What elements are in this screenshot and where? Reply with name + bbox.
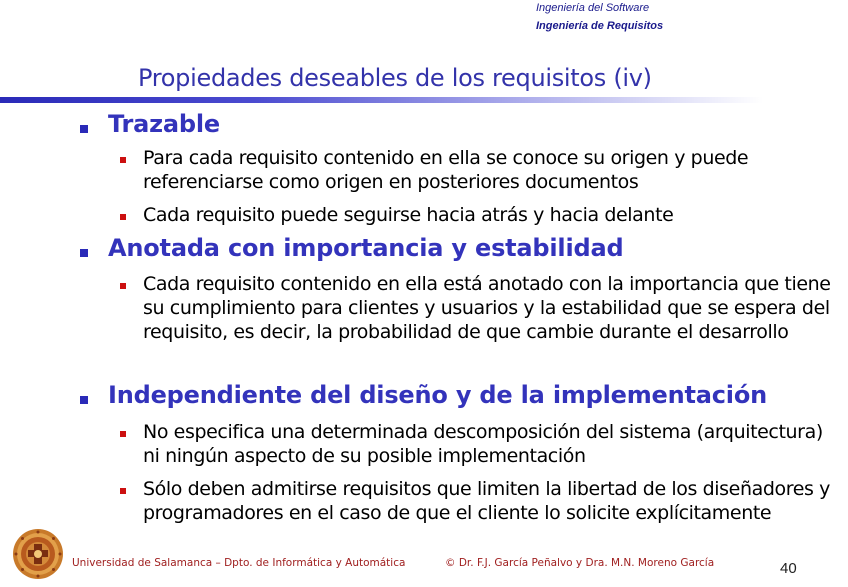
square-bullet-icon bbox=[120, 283, 126, 289]
title-underline bbox=[0, 97, 848, 103]
header-topic: Ingeniería de Requisitos bbox=[536, 20, 664, 32]
square-bullet-icon bbox=[120, 431, 126, 437]
footer-institution: Universidad de Salamanca – Dpto. de Informática y Automática bbox=[72, 557, 406, 569]
list-item-text: Cada requisito contenido en ella está anotado con la importancia que tiene su cumplimiento para clientes y usuarios y la estabilidad que se espera del requisito, es decir, la probabilidad de que cambie durante el desarrollo bbox=[143, 273, 831, 343]
list-item-text: Para cada requisito contenido en ella se conoce su origen y puede referenciarse como origen en posteriores documentos bbox=[143, 147, 749, 193]
list-item-text: No especifica una determinada descomposición del sistema (arquitectura) ni ningún aspecto de su posible implementación bbox=[143, 421, 823, 467]
square-bullet-icon bbox=[80, 396, 88, 404]
square-bullet-icon bbox=[120, 214, 126, 220]
list-item-text: Cada requisito puede seguirse hacia atrás y hacia delante bbox=[143, 204, 674, 226]
square-bullet-icon bbox=[80, 249, 88, 257]
page-number: 40 bbox=[780, 560, 797, 577]
square-bullet-icon bbox=[120, 157, 126, 163]
section-heading: Independiente del diseño y de la implementación bbox=[108, 381, 768, 409]
footer-authors: © Dr. F.J. García Peñalvo y Dra. M.N. Moreno García bbox=[445, 557, 715, 569]
university-seal-icon bbox=[12, 528, 64, 580]
section-heading: Trazable bbox=[108, 110, 221, 138]
list-item-text: Sólo deben admitirse requisitos que limiten la libertad de los diseñadores y programadores en el caso de que el cliente lo solicite explícitamente bbox=[143, 478, 830, 524]
section-heading: Anotada con importancia y estabilidad bbox=[108, 234, 624, 262]
square-bullet-icon bbox=[80, 125, 88, 133]
header-course: Ingeniería del Software bbox=[536, 2, 650, 14]
slide-title: Propiedades deseables de los requisitos (iv) bbox=[138, 64, 652, 92]
square-bullet-icon bbox=[120, 488, 126, 494]
